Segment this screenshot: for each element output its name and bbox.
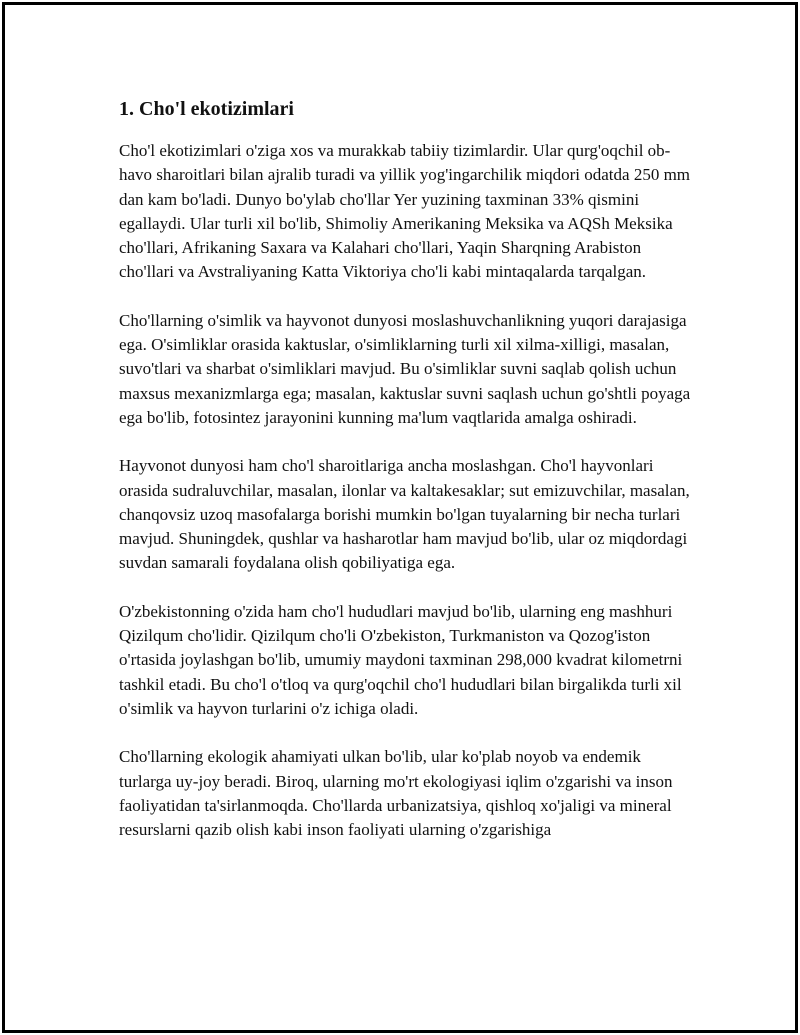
paragraph-intro: Cho'l ekotizimlari o'ziga xos va murakkab tabiiy tizimlardir. Ular qurg'oqchil ob-havo sharoitlari bilan ajralib turadi va yillik yog'ingarchilik miqdori odatda 250 mm dan kam bo'ladi. Dunyo bo'ylab cho'llar Yer yuzining taxminan 33% qismini egallaydi. Ular turli xil bo'lib, Shimoliy Amerikaning Meksika va AQSh Meksika cho'llari, Afrikaning Saxara va Kalahari cho'llari, Yaqin Sharqning Arabiston cho'llari va Avstraliyaning Katta Viktoriya cho'li kabi mintaqalarda tarqalgan.: [119, 141, 691, 282]
paragraph-uzbekistan: O'zbekistonning o'zida ham cho'l hududlari mavjud bo'lib, ularning eng mashhuri Qizilqum cho'lidir. Qizilqum cho'li O'zbekiston, Turkmaniston va Qozog'iston o'rtasida joylashgan bo'lib, umumiy maydoni taxminan 298,000 kvadrat kilometrni tashkil etadi. Bu cho'l o'tloq va qurg'oqchil cho'l hududlari bilan birgalikda turli xil o'simlik va hayvon turlarini o'z ichiga oladi.: [119, 601, 683, 718]
paragraph-flora: Cho'llarning o'simlik va hayvonot dunyosi moslashuvchanlikning yuqori darajasiga ega. O'simliklar orasida kaktuslar, o'simliklarning turli xil xilma-xilligi, masalan, suvo'tlari va sharbat o'simliklari mavjud. Bu o'simliklar suvni saqlab qolish uchun maxsus mexanizmlarga ega; masalan, kaktuslar suvni saqlash uchun go'shtli poyaga ega bo'lib, fotosintez jarayonini kunning ma'lum vaqtlarida amalga oshiradi.: [119, 310, 691, 427]
section-heading: 1. Cho'l ekotizimlari: [119, 98, 294, 120]
page-frame: [2, 2, 798, 1033]
document-body: [119, 95, 694, 866]
paragraph-fauna: Hayvonot dunyosi ham cho'l sharoitlariga ancha moslashgan. Cho'l hayvonlari orasida sudraluvchilar, masalan, ilonlar va kaltakesaklar; sut emizuvchilar, masalan, chanqovsiz uzoq masofalarga borishi mumkin bo'lgan tuyalarning bir necha turlari mavjud. Shuningdek, qushlar va hasharotlar ham mavjud bo'lib, ular oz miqdordagi suvdan samarali foydalana olish qobiliyatiga ega.: [119, 456, 690, 573]
paragraph-ecology: Cho'llarning ekologik ahamiyati ulkan bo'lib, ular ko'plab noyob va endemik turlarga uy-joy beradi. Biroq, ularning mo'rt ekologiyasi iqlim o'zgarishi va inson faoliyatidan ta'sirlanmoqda. Cho'llarda urbanizatsiya, qishloq xo'jaligi va mineral resurslarni qazib olish kabi inson faoliyati ularning o'zgarishiga: [119, 747, 673, 840]
